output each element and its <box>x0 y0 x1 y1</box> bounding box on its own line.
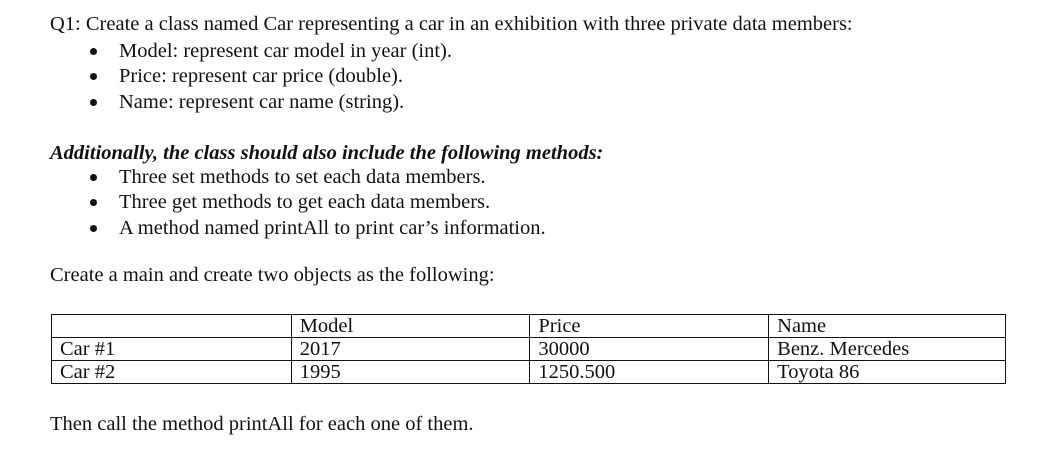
table-header-cell: Name <box>769 315 1006 338</box>
bullet-icon <box>90 174 97 181</box>
closing-instruction: Then call the method printAll for each one of them. <box>50 413 474 435</box>
methods-heading: Additionally, the class should also include the following methods: <box>50 142 604 164</box>
table-cell: 2017 <box>291 338 530 361</box>
method-set-text: Three set methods to set each data members. <box>119 166 486 188</box>
table-header-cell: Price <box>530 315 769 338</box>
table-cell: 30000 <box>530 338 769 361</box>
bullet-icon <box>90 73 97 80</box>
table-cell: Benz. Mercedes <box>769 338 1006 361</box>
bullet-icon <box>90 99 97 106</box>
table-row <box>52 338 1006 361</box>
table-cell: Car #1 <box>52 338 292 361</box>
main-instruction: Create a main and create two objects as the following: <box>50 264 495 286</box>
table-cell: 1995 <box>291 361 530 384</box>
method-get-text: Three get methods to get each data members. <box>119 191 491 213</box>
table-cell: 1250.500 <box>530 361 769 384</box>
member-model-text: Model: represent car model in year (int). <box>119 40 452 62</box>
bullet-icon <box>90 48 97 55</box>
table-row <box>52 361 1006 384</box>
member-name-text: Name: represent car name (string). <box>119 91 405 113</box>
member-price-text: Price: represent car price (double). <box>119 65 404 87</box>
table-header-cell: Model <box>291 315 530 338</box>
question-title: Q1: Create a class named Car representing a car in an exhibition with three private data members: <box>50 13 853 35</box>
table-cell: Car #2 <box>52 361 292 384</box>
table-header-cell <box>52 315 292 338</box>
method-printall-text: A method named printAll to print car’s information. <box>119 217 546 239</box>
table-cell: Toyota 86 <box>769 361 1006 384</box>
cars-table <box>51 314 1006 384</box>
bullet-icon <box>90 199 97 206</box>
bullet-icon <box>90 225 97 232</box>
table-header-row <box>52 315 1006 338</box>
